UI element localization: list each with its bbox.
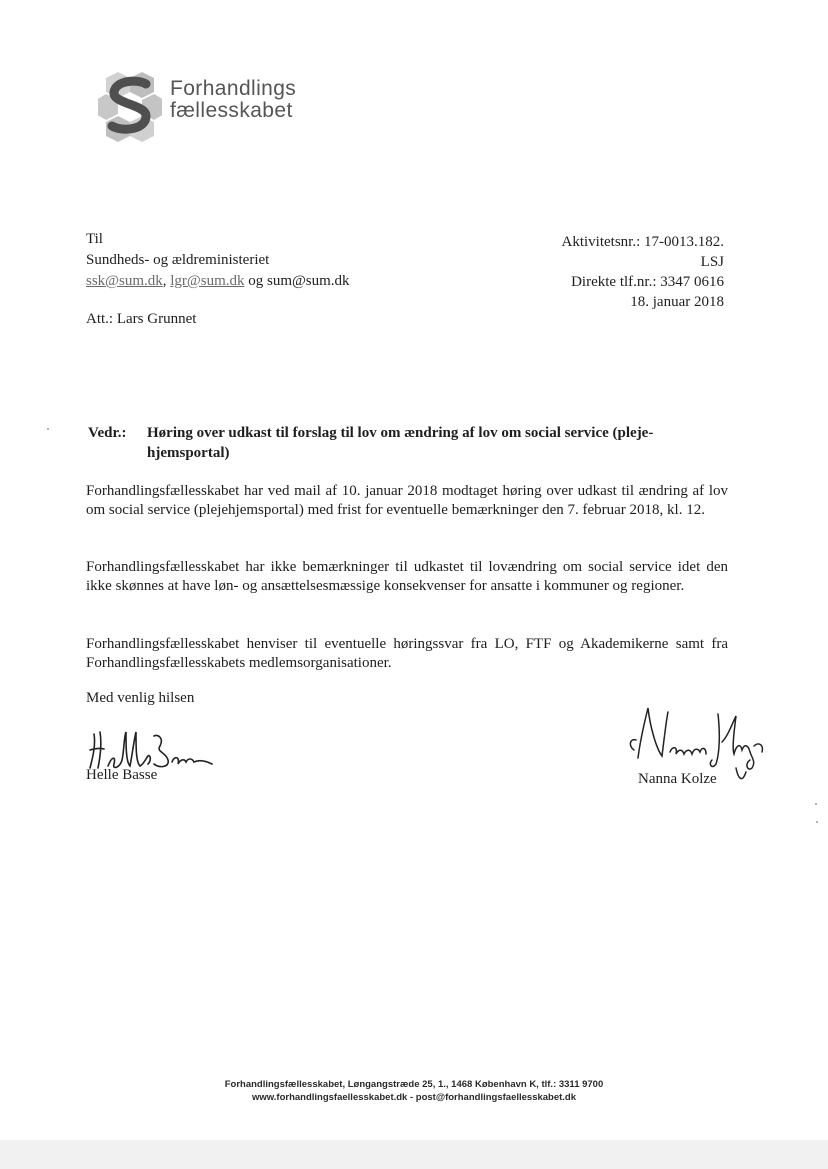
email-text-sum: og sum@sum.dk: [248, 273, 350, 289]
email-link-ssk[interactable]: ssk@sum.dk: [86, 273, 163, 289]
footer-contact: www.forhandlingsfaellesskabet.dk - post@forhandlingsfaellesskabet.dk: [251, 1092, 577, 1103]
body-paragraph-3: Forhandlingsfællesskabet henviser til eventuelle høringssvar fra LO, FTF og Akademikerne samt fra Forhandlingsfællesskabets medlemsorganisationer.: [86, 636, 728, 671]
subject-text: Høring over udkast til forslag til lov om ændring af lov om social service (pleje-hjemsportal): [147, 425, 654, 461]
recipient-block: [86, 229, 350, 292]
letter-date: 18. januar 2018: [630, 294, 724, 310]
scan-speck: [816, 821, 818, 823]
scan-edge-band: [0, 1140, 828, 1169]
activity-number: Aktivitetsnr.: 17-0013.182.: [561, 234, 724, 250]
logo-line-1: Forhandlings: [170, 77, 297, 100]
closing-greeting: Med venlig hilsen: [86, 690, 195, 706]
recipient-to-label: Til: [86, 231, 103, 247]
reference-block: [562, 232, 725, 312]
signatory-left-name: Helle Basse: [86, 767, 158, 783]
logo-line-2: fællesskabet: [170, 99, 293, 122]
direct-phone: Direkte tlf.nr.: 3347 0616: [571, 274, 724, 290]
email-link-lgr[interactable]: lgr@sum.dk: [170, 273, 245, 289]
signature-helle-basse: [86, 726, 216, 772]
email-separator: ,: [162, 273, 167, 289]
recipient-organization: Sundheds- og ældreministeriet: [86, 252, 270, 268]
footer-address: Forhandlingsfællesskabet, Løngangstræde 25, 1., 1468 København K, tlf.: 3311 9700: [224, 1079, 604, 1090]
initials: LSJ: [700, 254, 724, 270]
scan-speck: [47, 428, 49, 430]
hexagon-s-logo-icon: [98, 70, 162, 144]
attention-line: Att.: Lars Grunnet: [86, 311, 197, 327]
body-paragraph-2: Forhandlingsfællesskabet har ikke bemærkninger til udkastet til lovændring om social service idet den ikke skønnes at have løn- og ansættelsesmæssige konsekvenser for ansatte i kommuner og regioner.: [86, 559, 728, 594]
signatory-right-name: Nanna Kolze: [638, 771, 717, 787]
recipient-emails: [86, 271, 350, 292]
scan-speck: [815, 803, 817, 805]
logo-wordmark: [170, 78, 296, 122]
subject-line: [88, 423, 728, 463]
body-paragraph-1: Forhandlingsfællesskabet har ved mail af 10. januar 2018 modtaget høring over udkast til ændring af lov om social service (plejehjemsportal) med frist for eventuelle bemærkninger den 7. februar 2018, kl. 12.: [86, 483, 728, 518]
subject-label: Vedr.:: [88, 425, 127, 441]
